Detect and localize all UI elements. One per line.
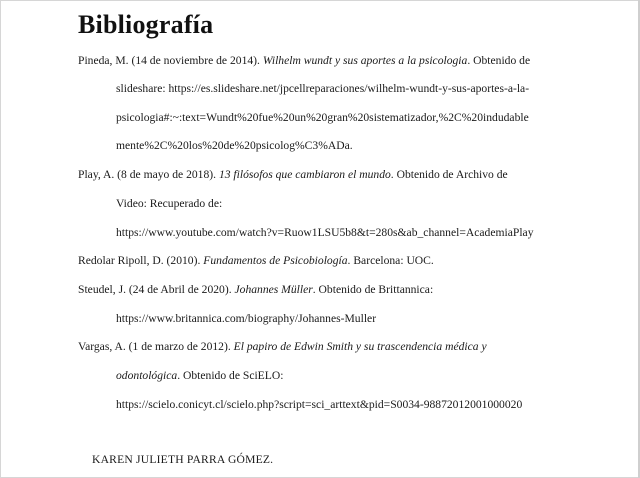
reference-play-line-2: Video: Recuperado de: <box>116 197 223 210</box>
bibliography-title: Bibliografía <box>78 10 214 39</box>
reference-title-italic: Wilhelm wundt y sus aportes a la psicologia <box>262 54 468 67</box>
reference-text: Redolar Ripoll, D. (2010). <box>78 254 204 267</box>
reference-pineda-line-3: psicologia#:~:text=Wundt%20fue%20un%20gran%20sistematizador,%2C%20indudable <box>116 111 529 124</box>
reference-text: Pineda, M. (14 de noviembre de 2014). <box>78 54 263 67</box>
reference-text: . Obtenido de <box>467 54 531 67</box>
reference-pineda-line-4: mente%2C%20los%20de%20psicolog%C3%ADa. <box>116 139 353 152</box>
reference-title-italic: Fundamentos de Psicobiología <box>203 254 348 267</box>
author-name: KAREN JULIETH PARRA GÓMEZ. <box>92 453 274 466</box>
reference-text: Play, A. (8 de mayo de 2018). <box>78 168 219 181</box>
reference-text: . Barcelona: UOC. <box>347 254 434 267</box>
reference-text: . Obtenido de SciELO: <box>177 369 284 382</box>
reference-play-line-1 <box>78 168 508 182</box>
reference-title-italic: odontológica <box>116 369 178 382</box>
reference-vargas-line-2 <box>116 369 283 383</box>
reference-steudel-line-1 <box>78 283 433 297</box>
reference-text: Vargas, A. (1 de marzo de 2012). <box>78 340 234 353</box>
reference-text: Steudel, J. (24 de Abril de 2020). <box>78 283 235 296</box>
reference-pineda-line-1 <box>78 54 530 68</box>
reference-text: . Obtenido de Archivo de <box>390 168 508 181</box>
reference-vargas-line-1 <box>78 340 487 354</box>
reference-pineda-line-2: slideshare: https://es.slideshare.net/jpcellreparaciones/wilhelm-wundt-y-sus-aportes-a-la- <box>116 82 530 95</box>
reference-steudel-line-2: https://www.britannica.com/biography/Johannes-Muller <box>116 312 377 325</box>
reference-text: . Obtenido de Brittannica: <box>312 283 434 296</box>
reference-title-italic: 13 filósofos que cambiaron el mundo <box>218 168 391 181</box>
reference-vargas-line-3: https://scielo.conicyt.cl/scielo.php?script=sci_arttext&pid=S0034-98872012001000020 <box>116 398 523 411</box>
reference-redolar-line-1 <box>78 254 434 268</box>
reference-title-italic: Johannes Müller <box>234 283 313 296</box>
reference-title-italic: El papiro de Edwin Smith y su trascendencia médica y <box>233 340 487 353</box>
reference-play-line-3: https://www.youtube.com/watch?v=Ruow1LSU5b8&t=280s&ab_channel=AcademiaPlay <box>116 226 534 239</box>
